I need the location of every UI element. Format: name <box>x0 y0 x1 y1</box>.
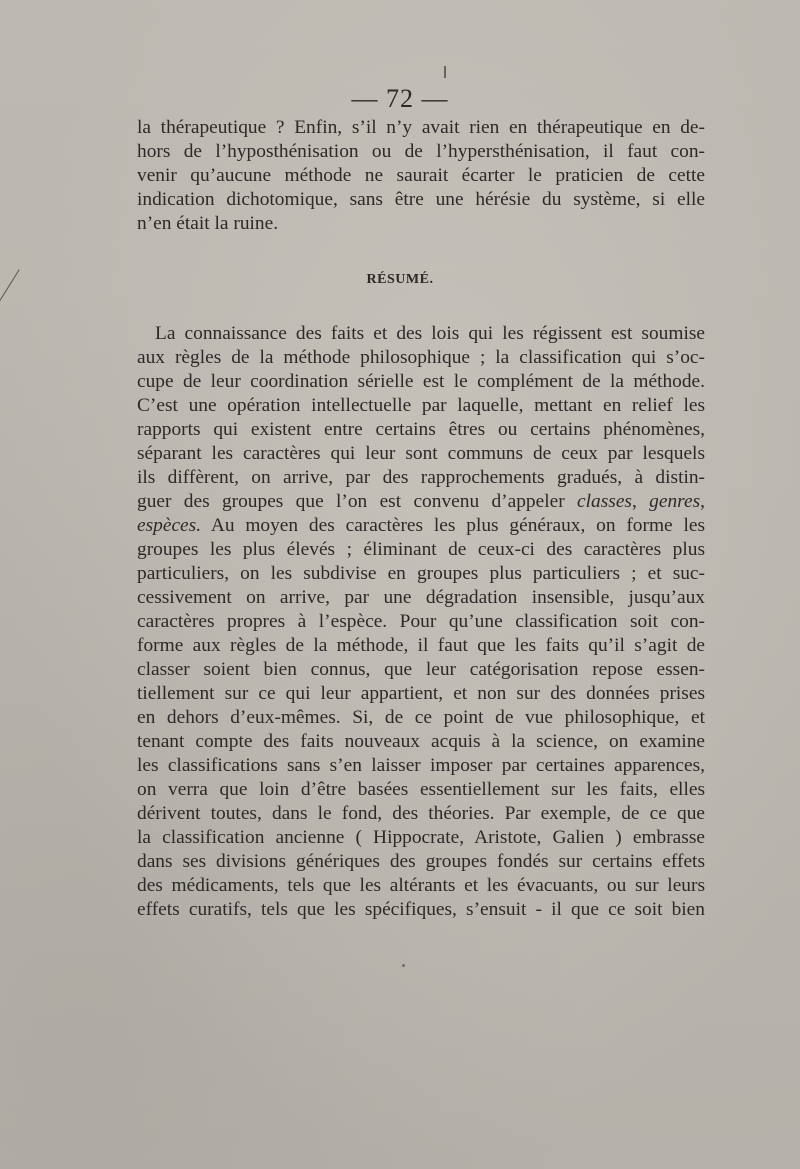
paragraph-intro <box>137 116 705 236</box>
text-line-mixed <box>137 514 705 538</box>
text-segment: Au moyen des caractères les plus généraux, on forme les <box>210 515 705 536</box>
text-line: indication dichotomique, sans être une hérésie du système, si elle <box>137 189 705 210</box>
text-line: ils diffèrent, on arrive, par des rapprochements gradués, à distin- <box>137 467 705 488</box>
text-line: tenant compte des faits nouveaux acquis à la science, on examine <box>137 731 705 752</box>
italic-term: genres <box>649 491 701 512</box>
text-line: les classifications sans s’en laisser imposer par certaines apparences, <box>137 755 705 776</box>
text-line: C’est une opération intellectuelle par laquelle, mettant en relief les <box>137 395 705 416</box>
text-segment: , <box>631 491 637 512</box>
text-segment: guer des groupes que l’on est convenu d’appeler <box>137 491 565 512</box>
text-line: venir qu’aucune méthode ne saurait écarter le praticien de cette <box>137 165 705 186</box>
text-line: classer soient bien connus, que leur catégorisation repose essen- <box>137 659 705 680</box>
page-number: — 72 — <box>351 84 449 113</box>
section-heading: RÉSUMÉ. <box>366 272 434 287</box>
text-line: caractères propres à l’espèce. Pour qu’une classification soit con- <box>137 611 705 632</box>
text-line: effets curatifs, tels que les spécifiques, s’ensuit - il que ce soit bien <box>137 899 705 920</box>
text-line: on verra que loin d’être basées essentiellement sur les faits, elles <box>137 779 705 800</box>
italic-term: espèces. <box>137 515 202 536</box>
scan-artifact-mark <box>444 66 446 78</box>
text-line: n’en était la ruine. <box>137 213 279 234</box>
text-line: séparant les caractères qui leur sont communs de ceux par lesquels <box>137 443 705 464</box>
text-line: cessivement on arrive, par une dégradation insensible, jusqu’aux <box>137 587 705 608</box>
text-segment: , <box>700 491 706 512</box>
paragraph-summary <box>137 322 705 922</box>
italic-term: classes <box>577 491 632 512</box>
text-line: en dehors d’eux-mêmes. Si, de ce point de vue philosophique, et <box>137 707 705 728</box>
text-line: des médicaments, tels que les altérants et les évacuants, ou sur leurs <box>137 875 705 896</box>
text-line: particuliers, on les subdivise en groupes plus particuliers ; et suc- <box>137 563 705 584</box>
text-line: La connaissance des faits et des lois qui les régissent est soumise <box>155 323 705 344</box>
text-line: aux règles de la méthode philosophique ; la classification qui s’oc- <box>137 347 705 368</box>
text-line: la thérapeutique ? Enfin, s’il n’y avait rien en thérapeutique en de- <box>137 117 705 138</box>
text-line: cupe de leur coordination sérielle est le complément de la méthode. <box>137 371 705 392</box>
text-line-mixed <box>137 490 705 514</box>
text-line: hors de l’hyposthénisation ou de l’hypersthénisation, il faut con- <box>137 141 705 162</box>
text-line: dérivent toutes, dans le fond, des théories. Par exemple, de ce que <box>137 803 705 824</box>
text-line: forme aux règles de la méthode, il faut que les faits qu’il s’agit de <box>137 635 705 656</box>
text-line: la classification ancienne ( Hippocrate, Aristote, Galien ) embrasse <box>137 827 705 848</box>
text-line: groupes les plus élevés ; éliminant de ceux-ci des caractères plus <box>137 539 705 560</box>
text-line: tiellement sur ce qui leur appartient, et non sur des données prises <box>137 683 705 704</box>
text-line: rapports qui existent entre certains êtres ou certains phénomènes, <box>137 419 705 440</box>
scan-artifact-mark <box>402 964 405 967</box>
text-line: dans ses divisions génériques des groupes fondés sur certains effets <box>137 851 705 872</box>
